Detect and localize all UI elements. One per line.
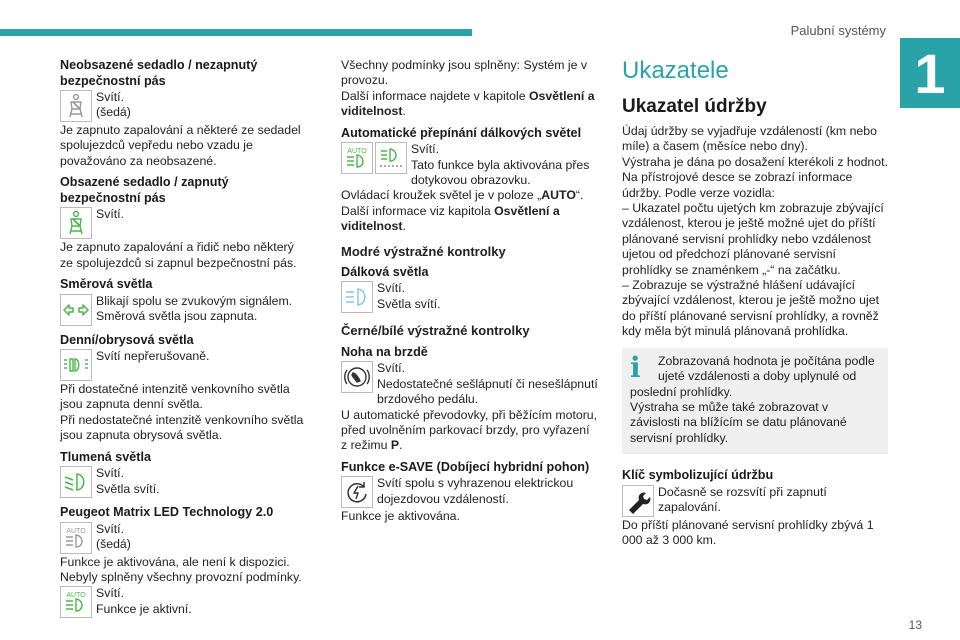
section-heading: Modré výstražné kontrolky [341,243,506,259]
section-heading: Neobsazené sedadlo / nezapnutý bezpečnostní pás [60,58,258,88]
indicator-item: AUTO Svítí. Funkce je aktivní. [60,586,310,619]
top-accent-bar [0,29,472,36]
section-heading: Dálková světla [341,264,429,279]
section-heading: Funkce e-SAVE (Dobíjecí hybridní pohon) [341,459,590,474]
svg-text:AUTO: AUTO [347,148,367,156]
daytime-lights-icon [60,349,92,381]
indicator-item: Svítí. Nedostatečné sešlápnutí či nesešlápnutí brzdového pedálu. [341,361,599,407]
indicator-item: AUTO Svítí. Tato funkce byla aktivována přes dotykovou obrazovku. [341,142,599,188]
indicator-item: Dočasně se rozsvítí při zapnutí zapalování. [622,485,888,518]
svg-text:AUTO: AUTO [66,527,86,535]
indicator-item: Svítí. Světla svítí. [341,281,599,314]
wrench-icon [622,485,654,517]
section-heading: Černé/bílé výstražné kontrolky [341,323,530,339]
section-heading: Tlumená světla [60,449,151,464]
section-heading: Noha na brzdě [341,344,428,359]
auto-beam-grey-icon [60,522,92,554]
info-box: i Zobrazovaná hodnota je počítána podle ujeté vzdálenosti a doby uplynulé od poslední prohlídky. Výstraha se může také zobrazovat v závislosti na blížícím se datu plánované servisní prohlídky. [622,348,888,454]
low-beam-icon [60,466,92,498]
chapter-tab: 1 [900,38,960,108]
seatbelt-green-icon [60,207,92,239]
turn-signal-icon [60,294,92,326]
indicator-item: Blikají spolu se zvukovým signálem. Směrová světla jsou zapnuta. [60,294,310,327]
seatbelt-grey-icon [60,90,92,122]
section-heading: Automatické přepínání dálkových světel [341,125,582,140]
indicator-item: Svítí. [60,207,310,240]
indicator-item: Svítí. (šedá) [60,90,310,123]
page-number: 13 [908,618,922,632]
section-title: Ukazatel údržby [622,96,767,117]
section-heading: Obsazené sedadlo / zapnutý bezpečnostní pás [60,175,229,205]
column-1: Neobsazené sedadlo / nezapnutý bezpečnostní pás Svítí. (šedá) Je zapnuto zapalování a některé ze sedadel spolujezdců vepředu nebo vzadu je považováno za neobsazené. Obsazené sedadlo / zapnutý bezpečnostní pás Svítí. Je zapnuto zapalování a řidič nebo některý ze spolujezdců si zapnul bezpečnostní pás. Směrová světla Blikají spolu se zvukovým signálem. Směrová světla jsou zapnuta. Denní/obrysová světla Svítí nepřerušovaně. Při dostatečné intenzitě venkovního světla jsou zapnuta denní světla. Při nedostatečné intenzitě venkovního světla jsou zapnuta obrysová světla. Tlumená světla Svítí. Světla svítí. Peugeot Matrix LED Technology 2.0 AUTO Svítí. (šedá) Funkce je aktivována, ale není k dispozici. Nebyly splněny všechny provozní podmínky. AUTO Svítí. Funkce je aktivní. [60,58,310,619]
section-heading: Klíč symbolizující údržbu [622,468,774,483]
indicator-item: Svítí nepřerušovaně. [60,349,310,382]
section-heading: Denní/obrysová světla [60,332,194,347]
indicator-item: Svítí. Světla svítí. [60,466,310,499]
section-heading: Peugeot Matrix LED Technology 2.0 [60,505,274,520]
indicator-item: AUTO Svítí. (šedá) [60,522,310,555]
section-heading: Směrová světla [60,277,153,292]
chapter-section-title: Ukazatele [622,57,729,84]
header-title: Palubní systémy [790,23,886,38]
indicator-item: Svítí spolu s vyhrazenou elektrickou dojezdovou vzdáleností. [341,476,599,509]
auto-high-beam-icon [341,142,373,174]
foot-on-brake-icon [341,361,373,393]
svg-text:AUTO: AUTO [66,592,86,600]
high-beam-dashed-icon [375,142,407,174]
column-2: Všechny podmínky jsou splněny: Systém je v provozu. Další informace najdete v kapitole Osvětlení a viditelnost. Automatické přepínání dálkových světel AUTO Svítí. Tato funkce byla aktivována přes dotykovou obrazovku. Ovládací kroužek světel je v poloze „AUTO“. Další informace viz kapitola Osvětlení a viditelnost. Modré výstražné kontrolky Dálková světla Svítí. Světla svítí. Černé/bílé výstražné kontrolky Noha na brzdě Svítí. Nedostatečné sešlápnutí či nesešlápnutí brzdového pedálu. U automatické převodovky, při běžícím motoru, před uvolněním parkovací brzdy, pro vyřazení z režimu P. Funkce e-SAVE (Dobíjecí hybridní pohon) Svítí spolu s vyhrazenou elektrickou dojezdovou vzdáleností. Funkce je aktivována. [341,58,598,524]
info-icon: i [630,350,641,384]
e-save-icon [341,476,373,508]
auto-beam-green-icon [60,586,92,618]
high-beam-blue-icon [341,281,373,313]
column-3: Ukazatele Ukazatel údržby Údaj údržby se vyjadřuje vzdáleností (km nebo míle) a časem (měsíce nebo dny). Výstraha je dána po dosažení kterékoli z hodnot. Na přístrojové desce se zobrazí informace údržby. Podle verze vozidla: – Ukazatel počtu ujetých km zobrazuje zbývající vzdálenost, kterou je ještě možné ujet do příští plánované servisní prohlídky nebo vzdálenost ujetou od předchozí plánované servisní prohlídky se znaménkem „-“ na začátku. – Zobrazuje se výstražné hlášení udávající zbývající vzdálenost, kterou je ještě možno ujet do příští plánované servisní prohlídky, a rovněž kdy měla být minulá plánovaná prohlídka. i Zobrazovaná hodnota je počítána podle ujeté vzdálenosti a doby uplynulé od poslední prohlídky. Výstraha se může také zobrazovat v závislosti na blížícím se datu plánované servisní prohlídky. Klíč symbolizující údržbu Dočasně se rozsvítí při zapnutí zapalování. Do příští plánované servisní prohlídky zbývá 1 000 až 3 000 km. [622,57,888,548]
